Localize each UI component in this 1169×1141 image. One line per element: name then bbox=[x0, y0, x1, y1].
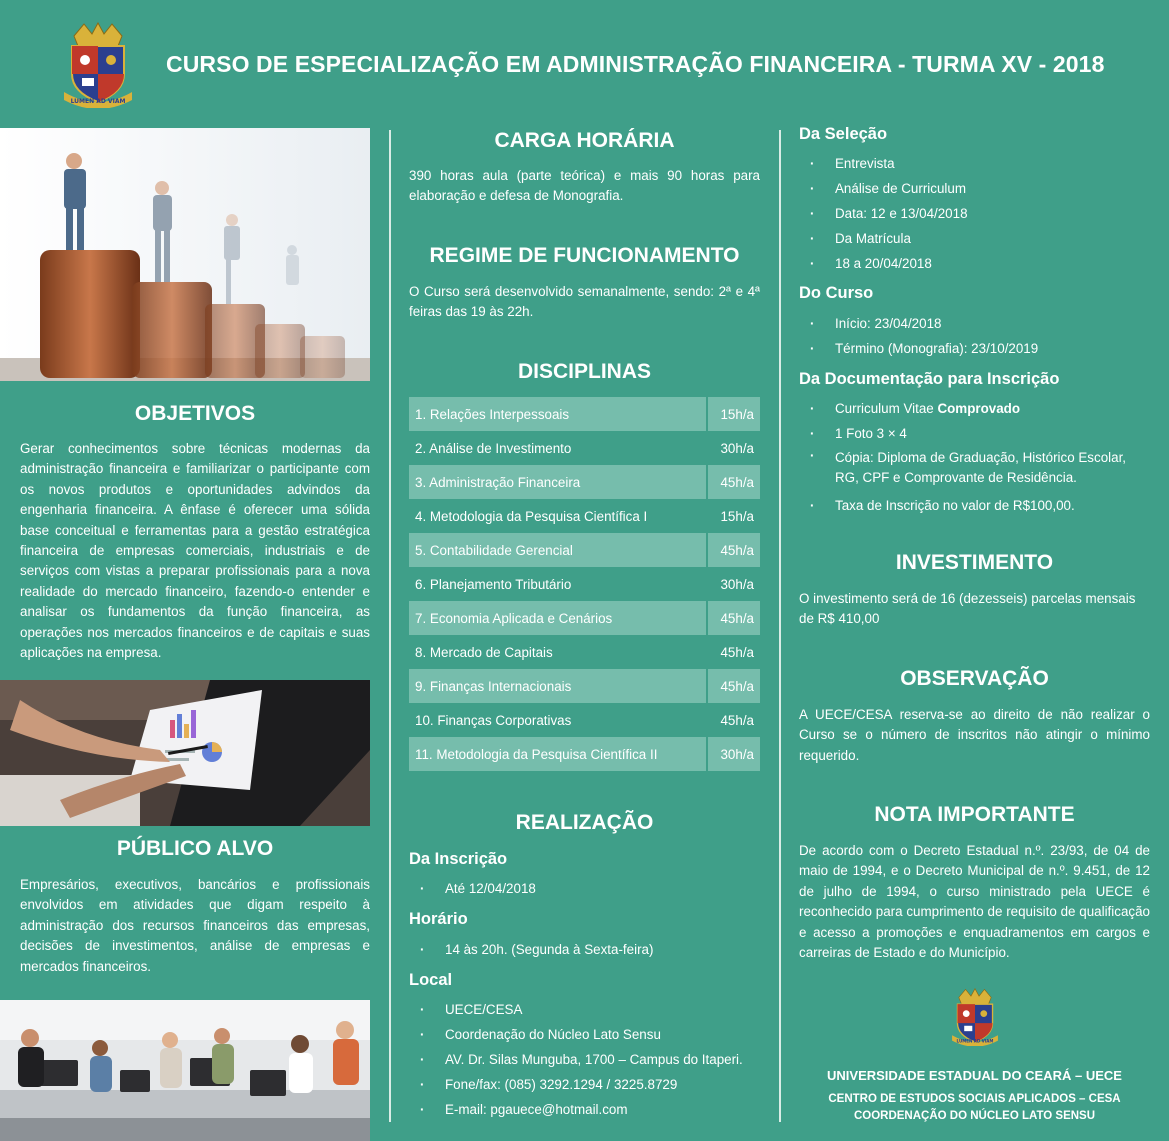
column-divider bbox=[779, 130, 781, 1122]
email-item[interactable]: · E-mail: pgauece@hotmail.com bbox=[409, 1097, 760, 1122]
regime-title: REGIME DE FUNCIONAMENTO bbox=[429, 244, 740, 267]
cv-emphasis: Comprovado bbox=[937, 401, 1021, 416]
selecao-heading: Da Seleção bbox=[799, 125, 888, 143]
curso-heading: Do Curso bbox=[799, 284, 874, 302]
documentacao-heading: Da Documentação para Inscrição bbox=[799, 370, 1060, 388]
selecao-list bbox=[799, 151, 1150, 276]
discipline-name: 5. Contabilidade Gerencial bbox=[409, 533, 707, 567]
disciplinas-table bbox=[409, 397, 760, 771]
discipline-hours: 45h/a bbox=[707, 533, 760, 567]
discipline-hours: 15h/a bbox=[707, 397, 760, 431]
list-item: · Coordenação do Núcleo Lato Sensu bbox=[409, 1022, 760, 1047]
financial-charts-photo bbox=[0, 680, 370, 826]
nota-title: NOTA IMPORTANTE bbox=[874, 803, 1075, 826]
table-row bbox=[409, 397, 760, 431]
list-item: · 18 a 20/04/2018 bbox=[799, 251, 1150, 276]
observacao-text: A UECE/CESA reserva-se ao direito de não realizar o Curso se o número de inscritos não atingir o mínimo requerido. bbox=[799, 707, 1150, 763]
discipline-hours: 45h/a bbox=[707, 465, 760, 499]
list-item: · 1 Foto 3 × 4 bbox=[799, 421, 1150, 446]
carga-title: CARGA HORÁRIA bbox=[494, 129, 675, 152]
table-row bbox=[409, 465, 760, 499]
list-item: · AV. Dr. Silas Munguba, 1700 – Campus do Itaperi. bbox=[409, 1047, 760, 1072]
table-row bbox=[409, 431, 760, 465]
investimento-text: O investimento será de 16 (dezesseis) parcelas mensais de R$ 410,00 bbox=[799, 591, 1136, 627]
discipline-name: 2. Análise de Investimento bbox=[415, 440, 572, 456]
table-row bbox=[409, 533, 760, 567]
page-header bbox=[0, 0, 1169, 128]
regime-text: O Curso será desenvolvido semanalmente, sendo: 2ª e 4ª feiras das 19 às 22h. bbox=[409, 284, 760, 320]
realizacao-title: REALIZAÇÃO bbox=[515, 811, 654, 834]
university-name: UNIVERSIDADE ESTADUAL DO CEARÁ – UECE bbox=[827, 1068, 1122, 1083]
list-item: · 14 às 20h. (Segunda à Sexta-feira) bbox=[409, 937, 760, 962]
list-item: · Término (Monografia): 23/10/2019 bbox=[799, 336, 1150, 361]
crest-motto: LUMEN AD VIAM bbox=[70, 98, 126, 105]
table-row bbox=[409, 737, 760, 771]
curso-list bbox=[799, 311, 1150, 361]
coordination-name: COORDENAÇÃO DO NÚCLEO LATO SENSU bbox=[853, 1110, 1096, 1122]
discipline-name: 7. Economia Aplicada e Cenários bbox=[409, 601, 707, 635]
discipline-hours: 15h/a bbox=[720, 508, 754, 524]
center-name: CENTRO DE ESTUDOS SOCIAIS APLICADOS – CESA bbox=[828, 1093, 1121, 1105]
local-heading: Local bbox=[409, 971, 453, 989]
discipline-hours: 45h/a bbox=[707, 669, 760, 703]
publico-text: Empresários, executivos, bancários e profissionais envolvidos em atividades que digam respeito à administração dos recursos financeiros das empresas, decisões de investimentos, análise de empresas e mercados financeiros. bbox=[20, 877, 370, 974]
discipline-name: 8. Mercado de Capitais bbox=[415, 644, 553, 660]
horario-heading: Horário bbox=[409, 910, 468, 928]
inscricao-list bbox=[409, 876, 760, 901]
discipline-hours: 45h/a bbox=[707, 601, 760, 635]
discipline-hours: 45h/a bbox=[720, 644, 754, 660]
university-crest-icon bbox=[64, 22, 132, 108]
discipline-name: 9. Finanças Internacionais bbox=[409, 669, 707, 703]
discipline-hours: 30h/a bbox=[720, 576, 754, 592]
table-row bbox=[409, 635, 760, 669]
documentacao-list bbox=[799, 396, 1150, 518]
table-row bbox=[409, 703, 760, 737]
observacao-title: OBSERVAÇÃO bbox=[900, 667, 1049, 690]
publico-title: PÚBLICO ALVO bbox=[116, 837, 274, 860]
list-item: · Análise de Curriculum bbox=[799, 176, 1150, 201]
table-row bbox=[409, 669, 760, 703]
list-item: · Da Matrícula bbox=[799, 226, 1150, 251]
list-item: · Taxa de Inscrição no valor de R$100,00. bbox=[799, 493, 1150, 518]
list-item: · Até 12/04/2018 bbox=[409, 876, 760, 901]
table-row bbox=[409, 499, 760, 533]
discipline-name: 10. Finanças Corporativas bbox=[415, 712, 572, 728]
discipline-hours: 30h/a bbox=[720, 440, 754, 456]
page-title: CURSO DE ESPECIALIZAÇÃO EM ADMINISTRAÇÃO FINANCEIRA - TURMA XV - 2018 bbox=[166, 51, 1105, 77]
nota-text: De acordo com o Decreto Estadual n.º. 23/93, de 04 de maio de 1994, e o Decreto Municipal de n.º. 9.451, de 12 de julho de 1994, o curso ministrado pela UECE é reconhecido para cumprimento de requisito de qualificação e acesso a promoções e enquadramentos em cargos e carreiras de Estado e do Município. bbox=[799, 843, 1150, 961]
cv-label: Curriculum Vitae bbox=[835, 401, 938, 416]
office-team-photo bbox=[0, 1000, 370, 1141]
coins-businessmen-photo bbox=[0, 128, 370, 381]
list-item: · UECE/CESA bbox=[409, 997, 760, 1022]
investimento-title: INVESTIMENTO bbox=[895, 551, 1054, 574]
list-item: · Cópia: Diploma de Graduação, Histórico Escolar, RG, CPF e Comprovante de Residência. bbox=[799, 446, 1150, 493]
discipline-name: 3. Administração Financeira bbox=[409, 465, 707, 499]
university-crest-icon bbox=[952, 988, 998, 1046]
local-list bbox=[409, 997, 760, 1122]
discipline-name: 1. Relações Interpessoais bbox=[409, 397, 707, 431]
discipline-name: 4. Metodologia da Pesquisa Científica I bbox=[415, 508, 648, 524]
discipline-name: 11. Metodologia da Pesquisa Científica II bbox=[409, 737, 707, 771]
discipline-hours: 45h/a bbox=[720, 712, 754, 728]
list-item: · Fone/fax: (085) 3292.1294 / 3225.8729 bbox=[409, 1072, 760, 1097]
disciplinas-title: DISCIPLINAS bbox=[517, 360, 651, 383]
table-row bbox=[409, 601, 760, 635]
column-divider bbox=[389, 130, 391, 1122]
table-row bbox=[409, 567, 760, 601]
discipline-name: 6. Planejamento Tributário bbox=[415, 576, 572, 592]
inscricao-heading: Da Inscrição bbox=[409, 850, 508, 868]
objetivos-text: Gerar conhecimentos sobre técnicas modernas da administração financeira e familiarizar o participante com os novos produtos e oportunidades advindos da engenharia financeira. A ênfase é oferecer uma sólida base conceitual e ferramentas para a gestão estratégica financeira de empresas comerciais, industriais e de serviços com vistas a preparar profissionais para a nova realidade do mercado financeiro, fazendo-o entender e analisar os fundamentos da função financeira, as operações nos mercados financeiros e de capitais e suas aplicações na empresa. bbox=[20, 441, 370, 661]
list-item bbox=[799, 396, 1150, 421]
list-item: · Data: 12 e 13/04/2018 bbox=[799, 201, 1150, 226]
list-item: · Início: 23/04/2018 bbox=[799, 311, 1150, 336]
crest-motto: LUMEN AD VIAM bbox=[956, 1038, 994, 1044]
carga-text: 390 horas aula (parte teórica) e mais 90 horas para elaboração e defesa de Monografia. bbox=[409, 168, 760, 204]
horario-list bbox=[409, 937, 760, 962]
discipline-hours: 30h/a bbox=[707, 737, 760, 771]
list-item: · Entrevista bbox=[799, 151, 1150, 176]
objetivos-title: OBJETIVOS bbox=[134, 402, 256, 425]
